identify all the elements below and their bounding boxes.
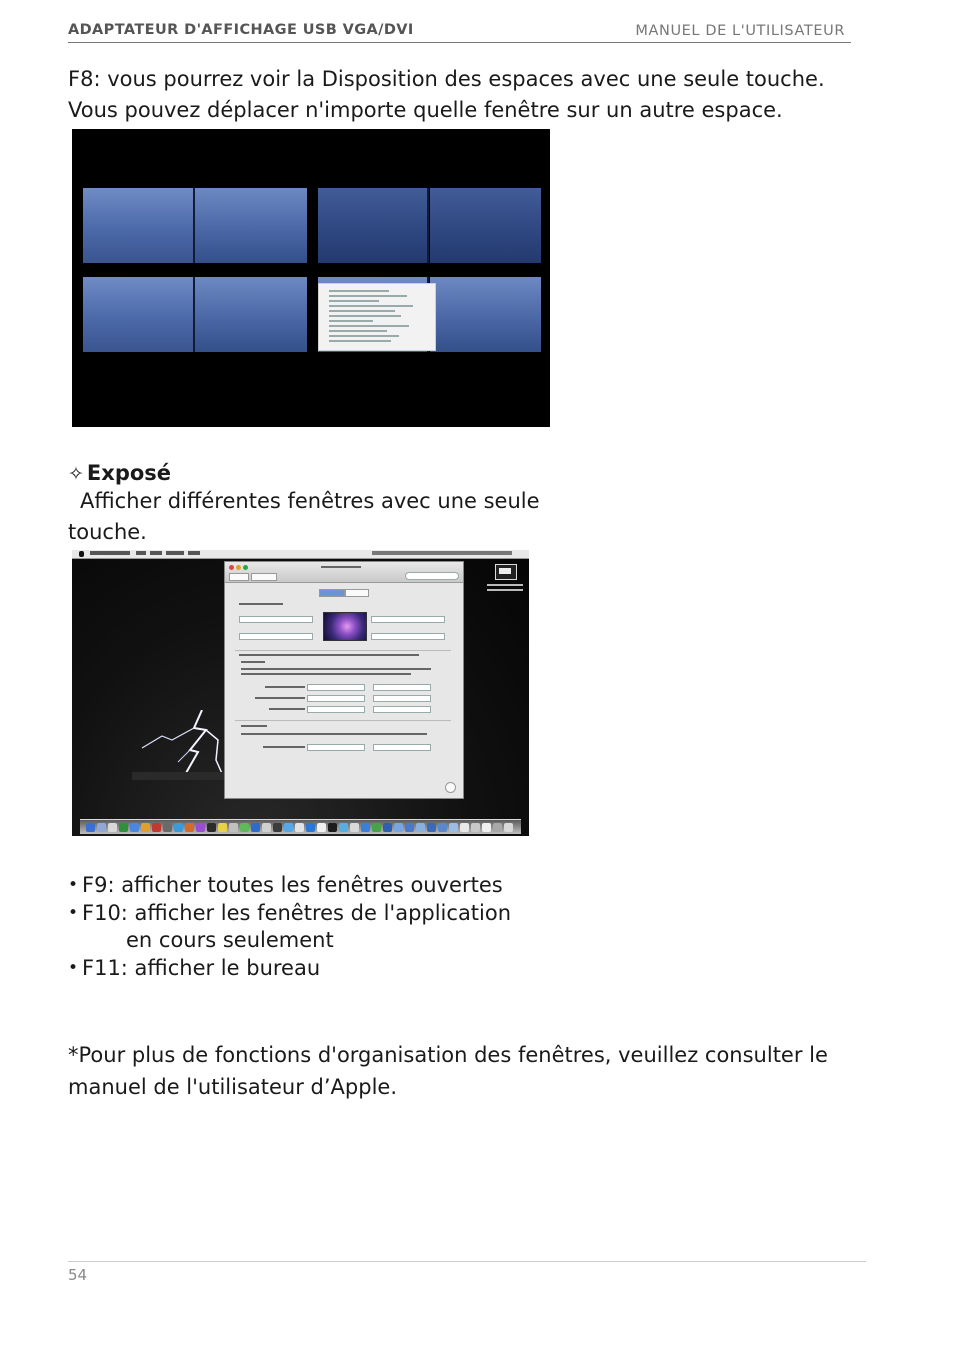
- mac-menu-bar: [72, 550, 529, 559]
- desktop-thumbnail: [323, 612, 367, 641]
- preferences-window: [224, 561, 464, 799]
- note-paragraph: [68, 1039, 828, 1103]
- space-window-thumbnail: [318, 283, 436, 351]
- header-product-title: ADAPTATEUR D'AFFICHAGE USB VGA/DVI: [68, 22, 414, 38]
- note-line-2: manuel de l'utilisateur d’Apple.: [68, 1075, 397, 1099]
- screenshot-file-icon: [495, 564, 517, 580]
- expose-desc-line-1: Afficher différentes fenêtres avec une seule: [80, 489, 540, 513]
- header-manual-title: MANUEL DE L'UTILISATEUR: [635, 23, 845, 39]
- space-3: [83, 277, 307, 352]
- intro-line-2: Vous pouvez déplacer n'importe quelle fenêtre sur un autre espace.: [68, 98, 783, 122]
- list-item: • F10: afficher les fenêtres de l'application: [68, 900, 511, 928]
- expose-description: [68, 486, 540, 548]
- list-item-continuation: en cours seulement: [126, 928, 334, 952]
- expose-desc-line-2: touche.: [68, 520, 147, 544]
- space-1: [83, 188, 307, 263]
- list-item: • F9: afficher toutes les fenêtres ouvertes: [68, 872, 511, 900]
- note-line-1: *Pour plus de fonctions d'organisation des fenêtres, veuillez consulter le: [68, 1043, 828, 1067]
- expose-heading: [68, 461, 171, 485]
- page-header: [68, 22, 851, 43]
- space-2: [318, 188, 541, 263]
- space-4: [318, 277, 541, 352]
- page-number: 54: [68, 1266, 88, 1284]
- mac-dock: [80, 819, 521, 834]
- expose-preferences-screenshot: [72, 550, 529, 836]
- shortcut-list: [68, 872, 511, 982]
- apple-icon: [79, 551, 84, 557]
- list-item: • F11: afficher le bureau: [68, 955, 511, 983]
- sparkle-icon: ✧: [68, 463, 84, 485]
- intro-paragraph: [68, 64, 825, 126]
- intro-line-1: F8: vous pourrez voir la Disposition des espaces avec une seule touche.: [68, 67, 825, 91]
- footer-divider: [68, 1261, 866, 1262]
- spaces-screenshot: [72, 129, 550, 427]
- expose-title: Exposé: [86, 461, 172, 485]
